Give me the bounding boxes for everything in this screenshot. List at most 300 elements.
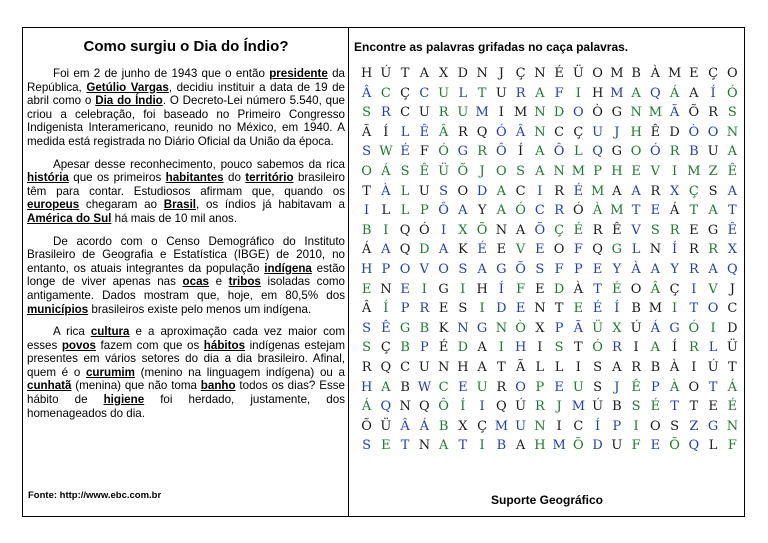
grid-letter[interactable]: S <box>458 261 468 277</box>
grid-letter[interactable]: Ó <box>592 340 603 356</box>
grid-letter[interactable]: Ü <box>572 66 584 81</box>
grid-letter[interactable]: Ê <box>612 222 622 238</box>
grid-letter[interactable]: F <box>573 242 583 258</box>
grid-letter[interactable]: B <box>400 340 410 356</box>
grid-letter[interactable]: R <box>650 183 661 199</box>
grid-letter[interactable]: Á <box>381 163 391 179</box>
grid-letter[interactable]: A <box>515 438 526 454</box>
grid-letter[interactable]: B <box>650 359 661 375</box>
grid-letter[interactable]: À <box>669 379 680 395</box>
grid-letter[interactable]: Â <box>438 124 449 140</box>
grid-letter[interactable]: R <box>688 261 699 277</box>
grid-letter[interactable]: É <box>573 183 584 199</box>
grid-letter[interactable]: É <box>554 66 564 81</box>
grid-letter[interactable]: R <box>438 105 449 121</box>
grid-letter[interactable]: A <box>477 261 487 277</box>
grid-letter[interactable]: F <box>554 261 564 277</box>
grid-letter[interactable]: I <box>383 222 389 238</box>
grid-letter[interactable]: M <box>475 105 489 121</box>
grid-letter[interactable]: Q <box>476 124 488 140</box>
grid-letter[interactable]: M <box>610 66 624 81</box>
grid-letter[interactable]: I <box>575 85 581 101</box>
grid-letter[interactable]: Ü <box>438 163 450 179</box>
grid-letter[interactable]: N <box>726 124 739 140</box>
grid-letter[interactable]: X <box>612 320 622 336</box>
grid-letter[interactable]: À <box>381 183 391 199</box>
grid-letter[interactable]: É <box>650 399 661 415</box>
grid-letter[interactable]: Ó <box>515 203 526 219</box>
grid-letter[interactable]: À <box>631 261 641 277</box>
grid-letter[interactable]: R <box>380 105 391 121</box>
grid-letter[interactable]: P <box>554 320 564 336</box>
grid-letter[interactable]: N <box>726 418 739 434</box>
grid-letter[interactable]: A <box>708 261 718 277</box>
grid-letter[interactable]: D <box>727 320 738 336</box>
grid-letter[interactable]: T <box>670 399 679 415</box>
grid-letter[interactable]: Ü <box>380 418 392 434</box>
grid-letter[interactable]: Ó <box>727 85 738 101</box>
grid-letter[interactable]: L <box>574 144 583 160</box>
grid-letter[interactable]: S <box>362 320 372 336</box>
grid-letter[interactable]: Ê <box>419 163 430 179</box>
grid-letter[interactable]: B <box>361 222 372 238</box>
grid-letter[interactable]: Ú <box>515 399 527 415</box>
grid-letter[interactable]: U <box>611 438 623 454</box>
grid-letter[interactable]: I <box>479 438 485 454</box>
grid-letter[interactable]: O <box>457 183 469 199</box>
grid-letter[interactable]: O <box>496 163 507 179</box>
grid-letter[interactable]: É <box>612 281 622 297</box>
grid-letter[interactable]: J <box>479 163 485 179</box>
grid-letter[interactable]: O <box>438 261 449 277</box>
grid-letter[interactable]: Õ <box>688 105 700 121</box>
grid-letter[interactable]: S <box>362 340 372 356</box>
grid-letter[interactable]: S <box>554 340 564 356</box>
grid-letter[interactable]: Ô <box>496 144 507 160</box>
grid-letter[interactable]: H <box>534 438 546 454</box>
grid-letter[interactable]: A <box>631 85 641 101</box>
grid-letter[interactable]: I <box>633 340 639 356</box>
grid-letter[interactable]: J <box>498 66 504 81</box>
grid-letter[interactable]: Á <box>669 203 680 219</box>
grid-letter[interactable]: B <box>631 301 641 317</box>
grid-letter[interactable]: Õ <box>515 261 526 277</box>
grid-letter[interactable]: É <box>400 144 410 160</box>
grid-letter[interactable]: N <box>534 66 546 81</box>
grid-letter[interactable]: N <box>649 242 662 258</box>
grid-letter[interactable]: L <box>381 203 391 219</box>
grid-letter[interactable]: S <box>439 183 449 199</box>
grid-letter[interactable]: N <box>630 105 642 121</box>
grid-letter[interactable]: V <box>650 163 661 179</box>
grid-letter[interactable]: Ê <box>650 124 661 140</box>
grid-letter[interactable]: X <box>438 66 449 81</box>
grid-letter[interactable]: Í <box>383 124 389 140</box>
grid-letter[interactable]: M <box>610 85 624 101</box>
grid-letter[interactable]: P <box>381 261 391 277</box>
grid-letter[interactable]: H <box>360 379 373 395</box>
grid-letter[interactable]: Ú <box>592 399 604 415</box>
grid-letter[interactable]: D <box>669 124 680 140</box>
grid-letter[interactable]: D <box>476 183 488 199</box>
grid-letter[interactable]: T <box>689 203 699 219</box>
grid-letter[interactable]: I <box>691 359 697 375</box>
grid-letter[interactable]: V <box>631 222 641 238</box>
grid-letter[interactable]: À <box>669 359 680 375</box>
grid-letter[interactable]: Í <box>383 301 389 317</box>
grid-letter[interactable]: Y <box>612 261 622 277</box>
grid-letter[interactable]: O <box>630 144 642 160</box>
grid-letter[interactable]: I <box>421 281 427 297</box>
grid-letter[interactable]: Â <box>515 124 526 140</box>
grid-letter[interactable]: Q <box>592 144 603 160</box>
grid-letter[interactable]: W <box>417 379 432 395</box>
grid-letter[interactable]: Z <box>708 163 718 179</box>
grid-letter[interactable]: Ê <box>727 222 738 238</box>
grid-letter[interactable]: C <box>400 359 411 375</box>
grid-letter[interactable]: J <box>614 124 620 140</box>
grid-letter[interactable]: U <box>418 359 430 375</box>
grid-letter[interactable]: F <box>516 281 526 297</box>
grid-letter[interactable]: E <box>573 301 584 317</box>
grid-letter[interactable]: B <box>496 438 507 454</box>
grid-letter[interactable]: M <box>552 438 566 454</box>
grid-letter[interactable]: L <box>535 359 545 375</box>
grid-letter[interactable]: P <box>400 301 410 317</box>
grid-letter[interactable]: T <box>477 85 487 101</box>
grid-letter[interactable]: N <box>553 163 565 179</box>
grid-letter[interactable]: N <box>476 66 488 81</box>
grid-letter[interactable]: R <box>515 85 526 101</box>
grid-letter[interactable]: P <box>651 379 660 395</box>
grid-letter[interactable]: Â <box>650 281 661 297</box>
grid-letter[interactable]: R <box>631 359 642 375</box>
grid-letter[interactable]: I <box>672 301 678 317</box>
grid-letter[interactable]: M <box>610 203 624 219</box>
grid-letter[interactable]: O <box>399 261 411 277</box>
grid-letter[interactable]: S <box>670 418 680 434</box>
grid-letter[interactable]: O <box>707 301 719 317</box>
grid-letter[interactable]: E <box>400 281 410 297</box>
grid-letter[interactable]: R <box>592 222 603 238</box>
grid-letter[interactable]: Ê <box>727 163 738 179</box>
grid-letter[interactable]: H <box>611 163 623 179</box>
grid-letter[interactable]: T <box>728 359 737 375</box>
grid-letter[interactable]: Z <box>689 418 699 434</box>
grid-letter[interactable]: A <box>458 203 468 219</box>
grid-letter[interactable]: C <box>573 418 584 434</box>
grid-letter[interactable]: G <box>399 320 411 336</box>
grid-letter[interactable]: A <box>650 261 661 277</box>
grid-letter[interactable]: D <box>457 340 469 356</box>
grid-letter[interactable]: P <box>420 203 429 219</box>
grid-letter[interactable]: Q <box>496 399 507 415</box>
grid-letter[interactable]: Ó <box>650 144 661 160</box>
grid-letter[interactable]: Ò <box>688 124 700 140</box>
grid-letter[interactable]: R <box>688 242 699 258</box>
grid-letter[interactable]: Ó <box>573 203 584 219</box>
grid-letter[interactable]: H <box>630 124 642 140</box>
grid-letter[interactable]: Á <box>727 379 738 395</box>
grid-letter[interactable]: P <box>612 418 622 434</box>
grid-letter[interactable]: A <box>381 242 391 258</box>
grid-letter[interactable]: G <box>438 281 449 297</box>
grid-letter[interactable]: E <box>650 203 661 219</box>
grid-letter[interactable]: T <box>497 359 506 375</box>
grid-letter[interactable]: E <box>689 222 699 238</box>
grid-letter[interactable]: Í <box>460 399 466 415</box>
grid-letter[interactable]: S <box>535 261 545 277</box>
grid-letter[interactable]: A <box>612 359 622 375</box>
grid-letter[interactable]: Ó <box>496 124 507 140</box>
grid-letter[interactable]: Í <box>518 144 524 160</box>
grid-letter[interactable]: G <box>476 320 488 336</box>
grid-letter[interactable]: T <box>728 203 737 219</box>
grid-letter[interactable]: Y <box>477 203 487 219</box>
grid-letter[interactable]: M <box>687 163 701 179</box>
grid-letter[interactable]: E <box>650 438 661 454</box>
grid-letter[interactable]: A <box>438 438 449 454</box>
grid-letter[interactable]: I <box>575 359 581 375</box>
grid-letter[interactable]: I <box>672 163 678 179</box>
grid-letter[interactable]: S <box>727 105 737 121</box>
grid-letter[interactable]: X <box>458 222 468 238</box>
grid-letter[interactable]: Q <box>380 359 392 375</box>
grid-letter[interactable]: A <box>515 222 526 238</box>
grid-letter[interactable]: V <box>419 261 430 277</box>
grid-letter[interactable]: O <box>630 281 642 297</box>
grid-letter[interactable]: E <box>592 261 603 277</box>
grid-letter[interactable]: Í <box>672 242 678 258</box>
grid-letter[interactable]: E <box>515 301 526 317</box>
grid-letter[interactable]: S <box>516 163 526 179</box>
grid-letter[interactable]: N <box>534 418 546 434</box>
grid-letter[interactable]: C <box>554 124 565 140</box>
grid-letter[interactable]: Ç <box>380 340 391 356</box>
grid-letter[interactable]: R <box>496 379 507 395</box>
grid-letter[interactable]: J <box>556 399 562 415</box>
grid-letter[interactable]: H <box>514 340 527 356</box>
grid-letter[interactable]: R <box>554 183 565 199</box>
grid-letter[interactable]: E <box>708 399 718 415</box>
grid-letter[interactable]: X <box>458 418 468 434</box>
grid-letter[interactable]: D <box>553 281 565 297</box>
grid-letter[interactable]: Q <box>399 242 411 258</box>
grid-letter[interactable]: P <box>593 163 602 179</box>
grid-letter[interactable]: N <box>495 222 508 238</box>
grid-letter[interactable]: A <box>535 144 545 160</box>
grid-letter[interactable]: E <box>381 438 391 454</box>
grid-letter[interactable]: I <box>479 301 485 317</box>
grid-letter[interactable]: Ó <box>419 222 430 238</box>
grid-letter[interactable]: Í <box>498 281 504 297</box>
grid-letter[interactable]: O <box>688 379 700 395</box>
grid-letter[interactable]: Ú <box>380 66 392 81</box>
grid-letter[interactable]: É <box>592 301 603 317</box>
grid-letter[interactable]: Ç <box>708 66 719 81</box>
grid-letter[interactable]: B <box>419 320 430 336</box>
grid-letter[interactable]: À <box>573 281 584 297</box>
grid-letter[interactable]: C <box>515 183 526 199</box>
grid-letter[interactable]: R <box>669 222 680 238</box>
grid-letter[interactable]: M <box>648 105 663 121</box>
grid-letter[interactable]: A <box>477 340 487 356</box>
grid-letter[interactable]: G <box>707 222 719 238</box>
grid-letter[interactable]: R <box>534 399 545 415</box>
grid-letter[interactable]: Ô <box>438 203 449 219</box>
grid-letter[interactable]: G <box>707 418 719 434</box>
grid-letter[interactable]: L <box>708 438 718 454</box>
grid-letter[interactable]: T <box>400 66 410 81</box>
grid-letter[interactable]: R <box>419 301 430 317</box>
grid-letter[interactable]: A <box>650 340 661 356</box>
grid-letter[interactable]: O <box>553 242 565 258</box>
grid-letter[interactable]: Ü <box>592 320 604 336</box>
grid-letter[interactable]: I <box>691 281 697 297</box>
grid-letter[interactable]: Í <box>710 85 716 101</box>
grid-letter[interactable]: U <box>418 183 430 199</box>
grid-letter[interactable]: T <box>689 301 699 317</box>
grid-letter[interactable]: U <box>515 418 527 434</box>
grid-letter[interactable]: I <box>498 340 504 356</box>
grid-letter[interactable]: A <box>438 242 449 258</box>
grid-letter[interactable]: E <box>554 379 564 395</box>
grid-letter[interactable]: Ê <box>381 320 391 336</box>
grid-letter[interactable]: Á <box>650 320 661 336</box>
grid-letter[interactable]: L <box>458 85 468 101</box>
grid-letter[interactable]: Q <box>650 85 661 101</box>
grid-letter[interactable]: É <box>727 399 738 415</box>
grid-letter[interactable]: V <box>515 242 526 258</box>
grid-letter[interactable]: Q <box>380 399 392 415</box>
grid-letter[interactable]: D <box>592 438 603 454</box>
grid-letter[interactable]: U <box>476 379 488 395</box>
grid-letter[interactable]: Ã <box>573 320 584 336</box>
grid-letter[interactable]: Õ <box>361 418 372 434</box>
grid-letter[interactable]: U <box>418 105 430 121</box>
grid-letter[interactable]: Ç <box>515 66 526 81</box>
grid-letter[interactable]: G <box>669 320 680 336</box>
grid-letter[interactable]: I <box>633 418 639 434</box>
grid-letter[interactable]: B <box>438 418 449 434</box>
grid-letter[interactable]: S <box>362 438 372 454</box>
grid-letter[interactable]: A <box>612 183 622 199</box>
grid-letter[interactable]: A <box>631 183 641 199</box>
grid-letter[interactable]: Í <box>672 340 678 356</box>
grid-letter[interactable]: Ê <box>631 379 641 395</box>
grid-letter[interactable]: B <box>612 399 622 415</box>
grid-letter[interactable]: N <box>380 281 392 297</box>
grid-letter[interactable]: Ü <box>726 340 738 356</box>
grid-letter[interactable]: H <box>360 66 373 81</box>
grid-letter[interactable]: D <box>419 242 430 258</box>
grid-letter[interactable]: B <box>689 144 699 160</box>
grid-letter[interactable]: Ã <box>515 359 526 375</box>
grid-letter[interactable]: E <box>361 281 372 297</box>
grid-letter[interactable]: G <box>611 242 623 258</box>
grid-letter[interactable]: P <box>420 340 429 356</box>
grid-letter[interactable]: O <box>573 105 584 121</box>
grid-letter[interactable]: J <box>729 281 735 297</box>
grid-letter[interactable]: G <box>611 144 623 160</box>
grid-letter[interactable]: A <box>381 379 391 395</box>
grid-letter[interactable]: Õ <box>573 438 584 454</box>
grid-letter[interactable]: C <box>419 85 430 101</box>
grid-letter[interactable]: T <box>362 183 371 199</box>
grid-letter[interactable]: M <box>513 105 528 121</box>
grid-letter[interactable]: Q <box>399 222 411 238</box>
grid-letter[interactable]: Ã <box>669 105 680 121</box>
grid-letter[interactable]: À <box>650 66 661 81</box>
grid-letter[interactable]: I <box>556 418 562 434</box>
grid-letter[interactable]: M <box>571 399 586 415</box>
grid-letter[interactable]: Â <box>361 301 372 317</box>
grid-letter[interactable]: O <box>650 418 661 434</box>
grid-letter[interactable]: Ê <box>419 124 430 140</box>
grid-letter[interactable]: Á <box>669 85 680 101</box>
grid-letter[interactable]: T <box>400 438 410 454</box>
grid-letter[interactable]: T <box>458 438 468 454</box>
grid-letter[interactable]: A <box>477 359 487 375</box>
grid-letter[interactable]: O <box>727 66 738 81</box>
grid-letter[interactable]: X <box>669 183 680 199</box>
grid-letter[interactable]: X <box>727 242 737 258</box>
grid-letter[interactable]: Í <box>595 418 601 434</box>
grid-letter[interactable]: V <box>708 281 718 297</box>
grid-letter[interactable]: K <box>438 320 449 336</box>
grid-letter[interactable]: D <box>553 105 565 121</box>
grid-letter[interactable]: U <box>592 124 604 140</box>
grid-letter[interactable]: R <box>457 124 468 140</box>
grid-letter[interactable]: S <box>708 183 718 199</box>
grid-letter[interactable]: T <box>574 340 583 356</box>
grid-letter[interactable]: Â <box>400 418 410 434</box>
grid-letter[interactable]: N <box>534 301 546 317</box>
grid-letter[interactable]: Á <box>419 418 430 434</box>
grid-letter[interactable]: R <box>708 242 719 258</box>
grid-letter[interactable]: S <box>631 399 641 415</box>
grid-letter[interactable]: Ç <box>688 183 699 199</box>
grid-letter[interactable]: M <box>571 163 586 179</box>
grid-letter[interactable]: U <box>707 144 719 160</box>
grid-letter[interactable]: Ú <box>630 320 642 336</box>
grid-letter[interactable]: G <box>457 144 469 160</box>
grid-letter[interactable]: A <box>496 203 507 219</box>
grid-letter[interactable]: É <box>477 242 487 258</box>
grid-letter[interactable]: Ò <box>515 320 526 336</box>
grid-letter[interactable]: Ò <box>592 105 603 121</box>
grid-letter[interactable]: F <box>419 144 429 160</box>
grid-letter[interactable]: C <box>438 379 449 395</box>
grid-letter[interactable]: I <box>441 222 447 238</box>
grid-letter[interactable]: Ã <box>361 124 372 140</box>
grid-letter[interactable]: C <box>534 203 545 219</box>
grid-letter[interactable]: X <box>535 320 545 336</box>
grid-letter[interactable]: S <box>650 222 660 238</box>
grid-letter[interactable]: N <box>399 399 411 415</box>
grid-letter[interactable]: U <box>495 85 507 101</box>
grid-letter[interactable]: H <box>476 281 488 297</box>
grid-letter[interactable]: F <box>554 85 564 101</box>
grid-letter[interactable]: K <box>458 242 468 258</box>
grid-letter[interactable]: É <box>438 340 449 356</box>
grid-letter[interactable]: B <box>631 66 641 81</box>
grid-letter[interactable]: U <box>457 105 469 121</box>
grid-letter[interactable]: N <box>418 438 431 454</box>
grid-letter[interactable]: Y <box>670 261 679 277</box>
grid-letter[interactable]: A <box>727 144 738 160</box>
grid-letter[interactable]: Q <box>592 242 603 258</box>
